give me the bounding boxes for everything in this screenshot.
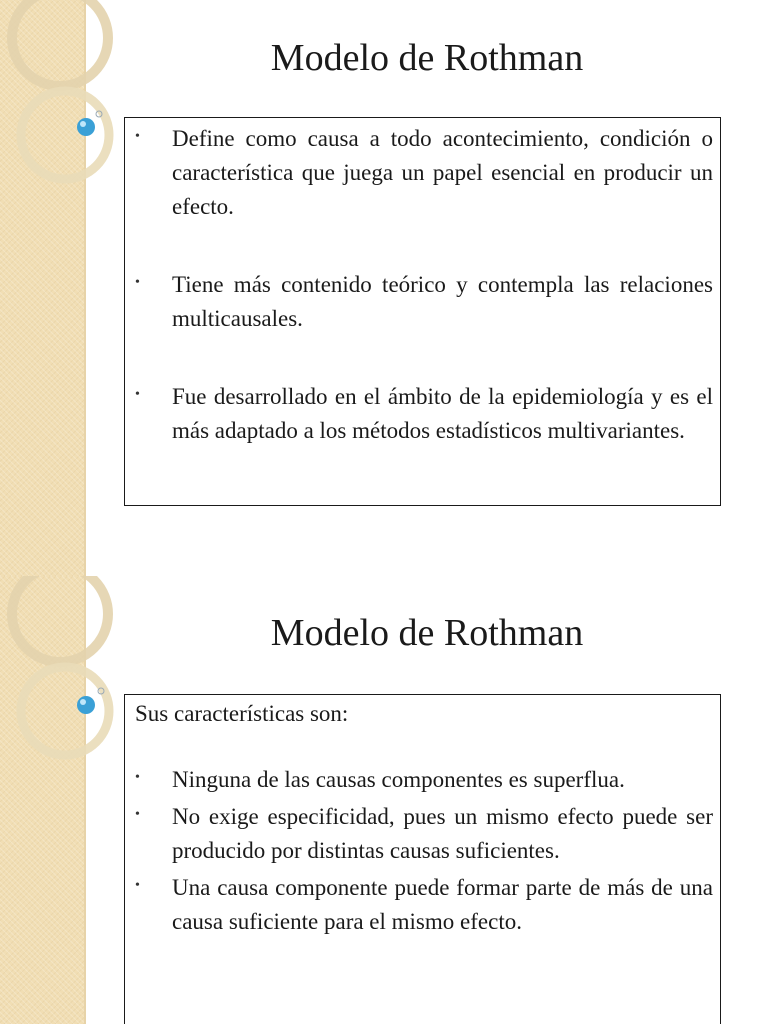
bullet-item [135,800,713,868]
bullet-item [135,380,713,448]
bullet-text: Una causa componente puede formar parte de más de una causa suficiente para el mismo efecto. [172,875,713,934]
intro-text: Sus características son: [135,701,349,726]
bullet-text: Define como causa a todo acontecimiento, condición o característica que juega un papel esencial en producir un efecto. [172,126,713,219]
slide-title: Modelo de Rothman [270,37,584,79]
bullet-item [135,122,713,224]
bullet-icon: • [135,275,140,290]
circle-ornament-icon [0,576,120,776]
bullet-text: No exige especificidad, pues un mismo efecto puede ser producido por distintas causas suficientes. [172,804,713,863]
bullet-icon: • [135,878,140,893]
bullet-item [135,763,713,797]
bullet-list [135,122,713,448]
bullet-item [135,268,713,336]
bullet-icon: • [135,770,140,785]
bullet-icon: • [135,807,140,822]
content-box [124,694,721,1024]
slide-title: Modelo de Rothman [270,612,584,654]
bullet-text: Fue desarrollado en el ámbito de la epidemiología y es el más adaptado a los métodos estadísticos multivariantes. [172,384,713,443]
bullet-icon: • [135,387,140,402]
content-box [124,117,721,506]
bullet-item [135,871,713,939]
circle-ornament-icon [0,0,120,200]
bullet-text: Ninguna de las causas componentes es superflua. [172,767,625,792]
bullet-text: Tiene más contenido teórico y contempla las relaciones multicausales. [172,272,713,331]
slide-2 [0,576,768,1024]
bullet-list [135,763,713,939]
bullet-icon: • [135,129,140,144]
